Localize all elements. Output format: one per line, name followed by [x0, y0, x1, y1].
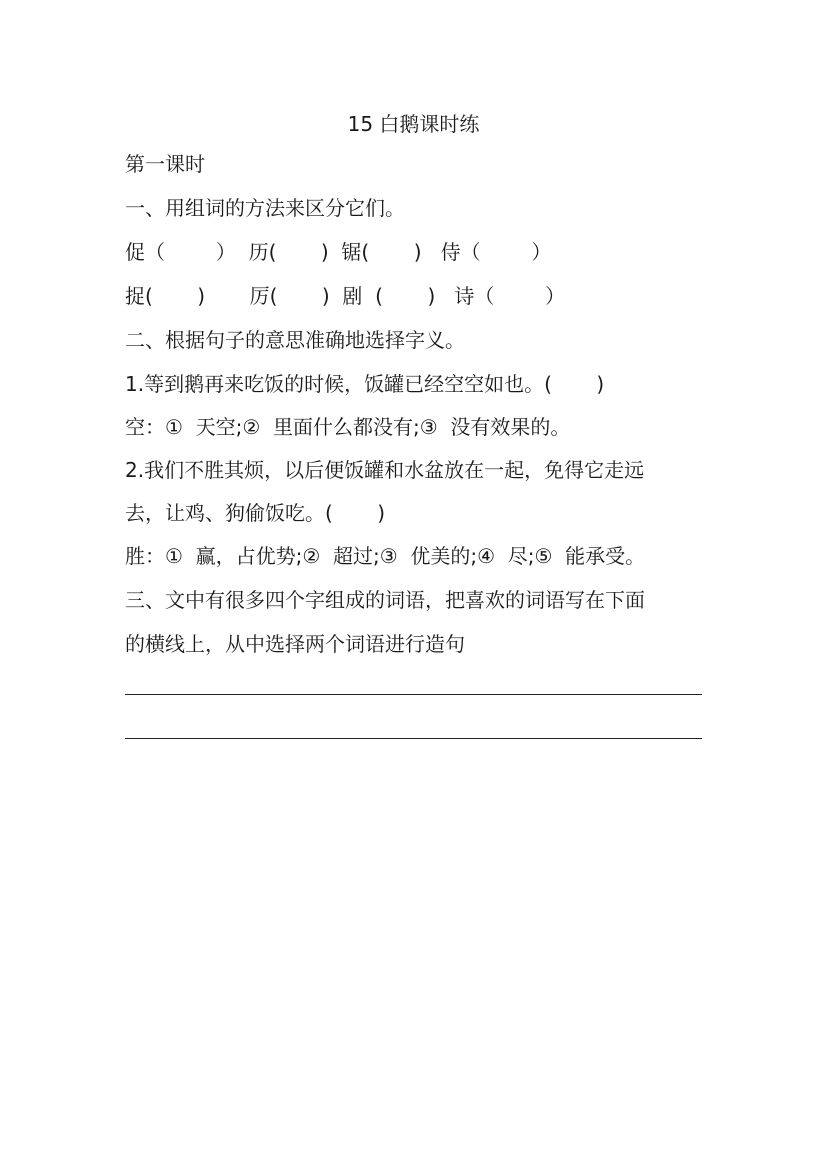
section2-question1: 1.等到鹅再来吃饭的时候，饭罐已经空空如也。( ) [125, 372, 605, 396]
section1-row1: 促（ ） 历( ) 锯( ) 侍（ ） [125, 240, 552, 264]
section2-question2-options: 胜：① 赢，占优势;② 超过;③ 优美的;④ 尽;⑤ 能承受。 [125, 544, 646, 568]
answer-line-2[interactable] [125, 738, 702, 739]
lesson-label: 第一课时 [125, 152, 205, 176]
section2-heading: 二、根据句子的意思准确地选择字义。 [125, 328, 465, 352]
page-title: 15 白鹅课时练 [347, 112, 480, 136]
section2-question2-line1: 2.我们不胜其烦，以后便饭罐和水盆放在一起，免得它走远 [125, 458, 645, 482]
section2-question2-line2: 去，让鸡、狗偷饭吃。( ) [125, 501, 386, 525]
section3-heading-line2: 的横线上，从中选择两个词语进行造句 [125, 632, 465, 656]
section3-heading-line1: 三、文中有很多四个字组成的词语，把喜欢的词语写在下面 [125, 588, 645, 612]
section1-heading: 一、用组词的方法来区分它们。 [125, 196, 405, 220]
section1-row2: 捉( ) 厉( ) 剧 ( ) 诗（ ） [125, 284, 566, 308]
section2-question1-options: 空：① 天空;② 里面什么都没有;③ 没有效果的。 [125, 415, 571, 439]
answer-line-1[interactable] [125, 694, 702, 695]
